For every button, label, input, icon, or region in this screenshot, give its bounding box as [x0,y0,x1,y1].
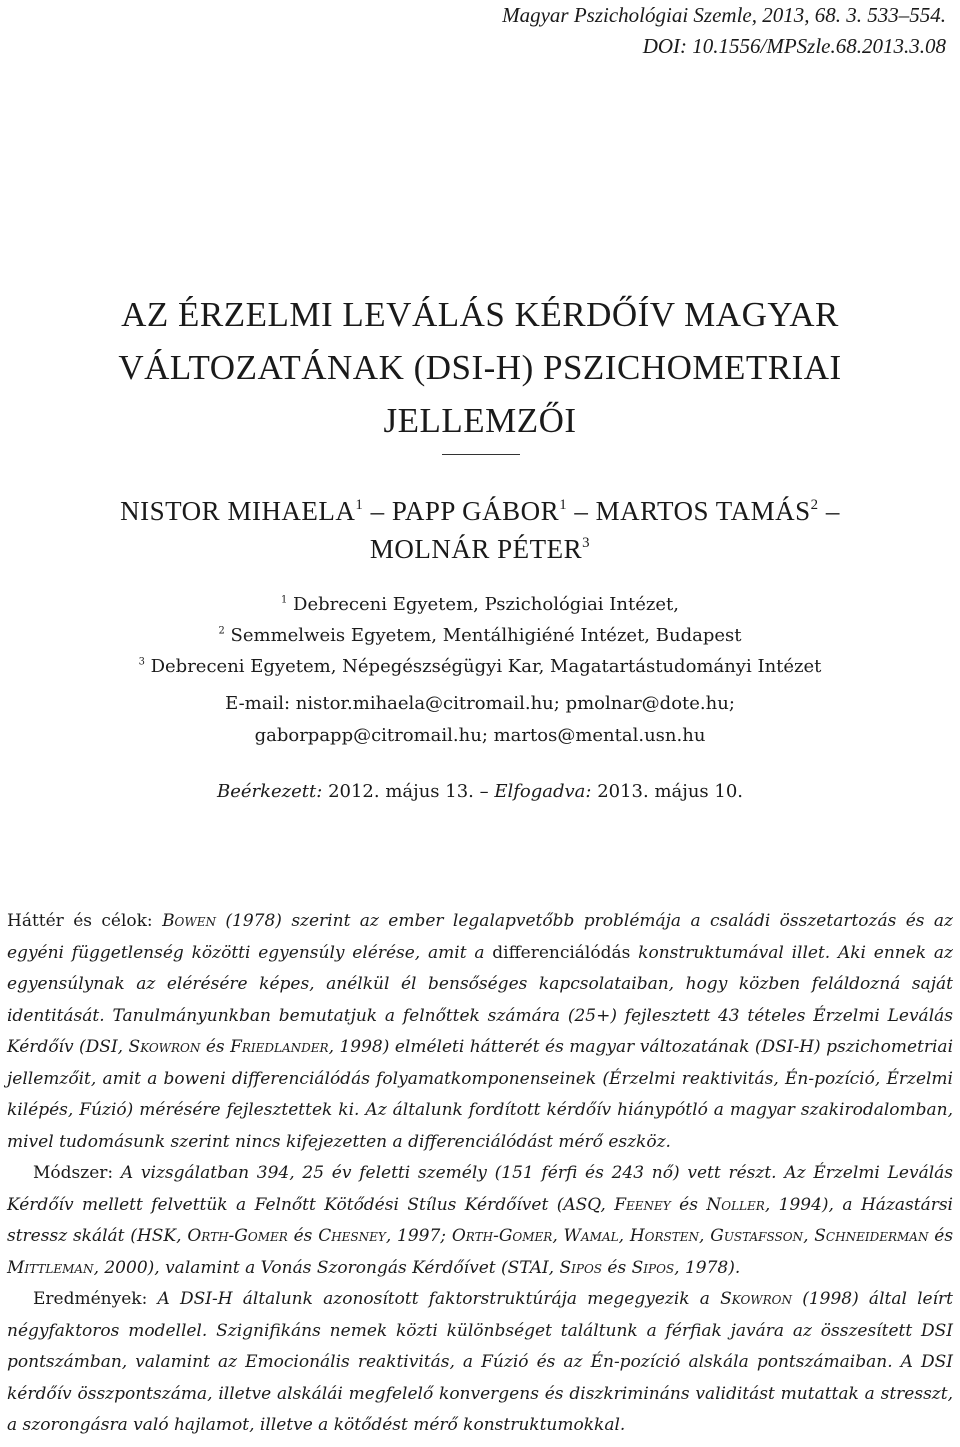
author-name: MARTOS TAMÁS [595,496,811,526]
accepted-label: Elfogadva: [494,781,592,802]
cited-author: Sipos [631,1257,675,1278]
section-label-results: Eredmények: [33,1289,158,1309]
affiliation-number: 2 [218,625,225,637]
abstract-text: és [928,1226,954,1246]
abstract-text: konstruktumával illet. Aki ennek az egyensúlynak az elérésére képes, anélkül él bensőséges kapcsolataiban, hogy közben feláldozná saját identitását. Tanulmányunkban bemutatjuk a felnőttek számára (25+) fejlesztett 43 tételes Érzelmi Leválás Kérdőív (DSI, [7,942,953,1057]
affiliations [0,589,960,682]
paper-title [0,288,960,447]
received-label: Beérkezett: [216,781,323,802]
title-line-3: JELLEMZŐI [383,401,577,440]
cited-author: Schneiderman [814,1226,929,1246]
abstract-term: differenciálódás [492,942,631,963]
abstract-text: A vizsgálatban 394, 25 év feletti személy (151 férfi és 243 nő) vett részt. Az Érzelmi Leválás Kérdőív mellett felvettük a Felnőtt Kötődési Stílus Kérdőívet (ASQ, [7,1163,954,1215]
abstract [7,906,953,1442]
received-date: 2012. május 13. – [322,781,495,802]
affiliation-text: Semmelweis Egyetem, Mentálhigiéné Intézet, Budapest [224,625,742,646]
cited-author: Chesney [318,1226,386,1246]
author-list [0,492,960,568]
cited-author: Skowron [128,1037,201,1057]
cited-author: Orth-Gomer [187,1226,288,1246]
contact-emails [0,688,960,752]
abstract-text: , [803,1226,815,1246]
title-line-2: VÁLTOZATÁNAK (DSI-H) PSZICHOMETRIAI [118,348,842,387]
affiliation-text: Debreceni Egyetem, Pszichológiai Intézet, [287,594,679,615]
cited-author: Noller [706,1194,765,1215]
abstract-background [7,906,953,1158]
cited-author: Mittleman [7,1257,94,1278]
cited-author: Skowron [720,1289,792,1309]
abstract-text: , 1994), a Házastársi stressz skálát (HSK, [7,1194,953,1246]
journal-header [502,0,946,62]
affiliation-number: 3 [138,656,145,668]
affiliation [0,651,960,682]
author-affil-number: 1 [559,496,568,513]
abstract-methods [7,1158,953,1284]
cited-author: Gustafsson [710,1226,804,1246]
cited-author: Wamal [563,1226,619,1246]
title-line-1: AZ ÉRZELMI LEVÁLÁS KÉRDŐÍV MAGYAR [121,295,839,334]
affiliation-number: 1 [281,594,288,606]
affiliation-text: Debreceni Egyetem, Népegészségügyi Kar, Magatartástudományi Intézet [144,656,822,677]
abstract-text: , 2000), valamint a Vonás Szorongás Kérdőívet (STAI, [93,1257,560,1278]
abstract-text: (1978) szerint az ember legalapvetőbb problémája a családi összetartozás és az egyéni függetlenség közötti egyensúly elérése, amit a [7,911,953,963]
author-name: NISTOR MIHAELA [120,496,356,526]
abstract-text: , 1978). [674,1257,741,1278]
abstract-text: és [602,1257,632,1278]
cited-author: Feeney [614,1194,671,1215]
abstract-text: , [552,1226,564,1246]
abstract-results [7,1284,953,1442]
doi: DOI: 10.1556/MPSzle.68.2013.3.08 [642,34,946,58]
section-label-methods: Módszer: [33,1163,121,1183]
section-label-background: Háttér és célok: [7,911,163,931]
abstract-text: , 1997; [385,1226,452,1246]
author-separator: – [363,496,392,526]
author-affil-number: 2 [810,496,819,513]
cited-author: Orth-Gomer [451,1226,553,1246]
journal-citation: Magyar Pszichológiai Szemle, 2013, 68. 3. 533–554. [502,3,946,27]
abstract-text: , [699,1226,711,1246]
author-line-1 [0,492,960,530]
cited-author: Sipos [559,1257,603,1278]
cited-author: Friedlander [230,1037,329,1057]
abstract-text: és [670,1194,707,1215]
author-name: MOLNÁR PÉTER [369,534,583,564]
cited-author: Bowen [162,911,216,931]
affiliation [0,589,960,620]
abstract-text: és [200,1037,231,1057]
cited-author: Horsten [629,1226,700,1246]
affiliation [0,620,960,651]
title-divider [442,454,520,455]
abstract-text: A DSI-H általunk azonosított faktorstruktúrája megegyezik a [157,1289,721,1309]
email-line-1: E-mail: nistor.mihaela@citromail.hu; pmolnar@dote.hu; [225,693,735,714]
abstract-text: , 1998) elméleti hátterét és magyar változatának (DSI-H) pszichometriai jellemzőit, amit a boweni differenciálódás folyamatkomponenseinek (Érzelmi reaktivitás, Én-pozíció, Érzelmi kilépés, Fúzió) mérésére fejlesztettek ki. Az általunk fordított kérdőív hiánypótló a magyar szakirodalomban, mivel tudomásunk szerint nincs kifejezetten a differenciálódást mérő eszköz. [7,1037,953,1152]
author-affil-number: 3 [582,534,591,551]
author-separator: – [567,496,596,526]
author-name: PAPP GÁBOR [391,496,560,526]
abstract-text: , [618,1226,630,1246]
abstract-text: és [287,1226,319,1246]
author-separator: – [818,496,840,526]
abstract-text: (1998) által leírt négyfaktoros modellel. Szignifikáns nemek közti különbséget találtunk a férfiak javára az összesített DSI pontszámban, valamint az Emocionális reaktivitás, a Fúzió és az Én-pozíció alskála pontszámaiban. A DSI kérdőív összpontszáma, illetve alskálái megfelelő konvergens és diszkrimináns validitást mutattak a stresszt, a szorongásra való hajlamot, illetve a kötődést mérő konstruktumokkal. [7,1289,954,1435]
accepted-date: 2013. május 10. [591,781,744,802]
submission-dates [0,777,960,807]
author-line-2 [0,530,960,568]
email-line-2: gaborpapp@citromail.hu; martos@mental.usn.hu [254,725,706,746]
author-affil-number: 1 [355,496,364,513]
